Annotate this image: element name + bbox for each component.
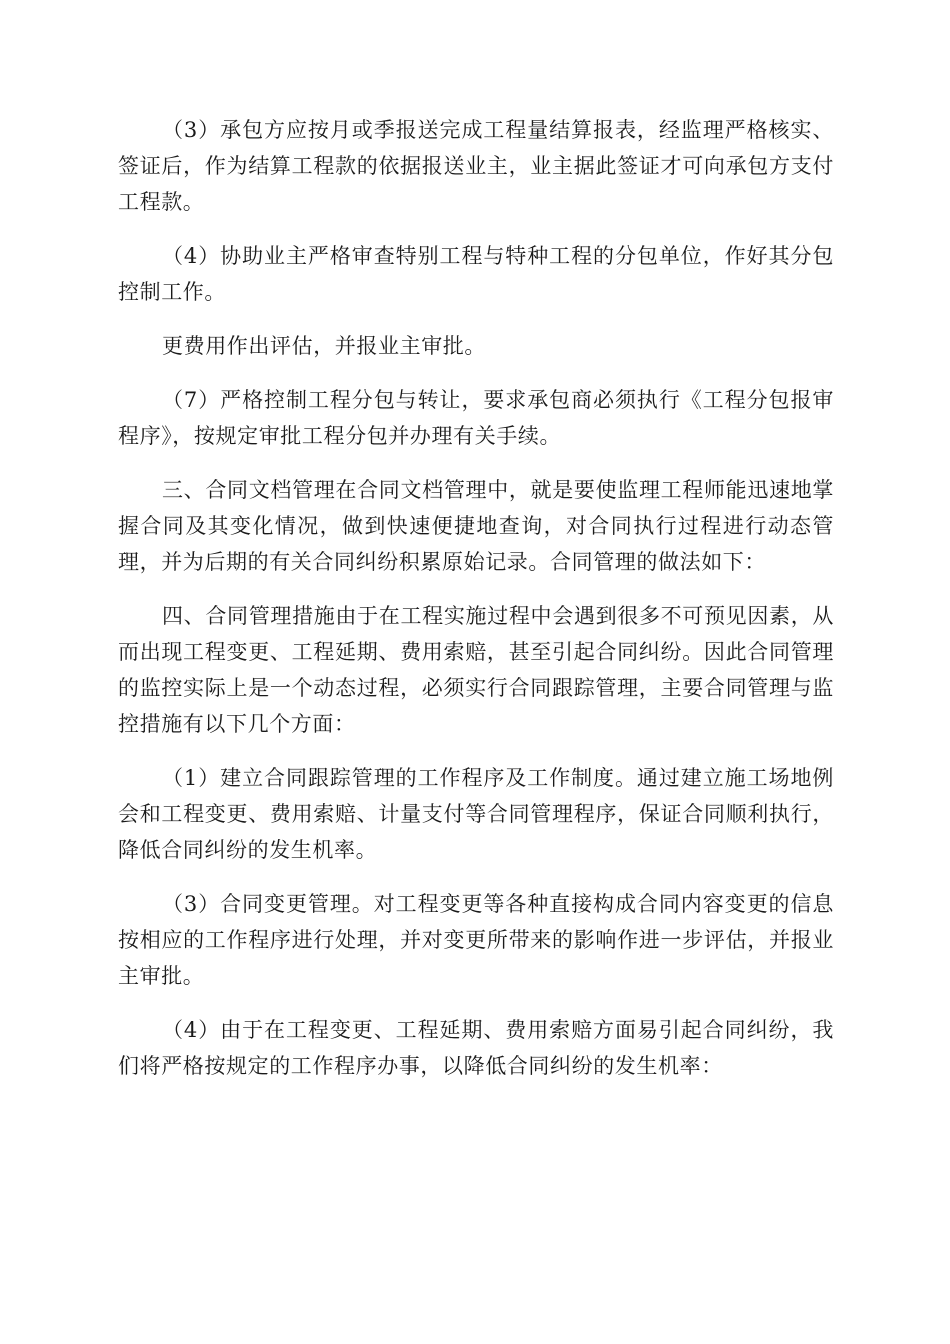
- paragraph: 三、合同文档管理在合同文档管理中，就是要使监理工程师能迅速地掌握合同及其变化情况，做到快速便捷地查询，对合同执行过程进行动态管理，并为后期的有关合同纠纷积累原始记录。合同管理的做法如下：: [118, 478, 834, 574]
- paragraph: 四、合同管理措施由于在工程实施过程中会遇到很多不可预见因素，从而出现工程变更、工程延期、费用索赔，甚至引起合同纠纷。因此合同管理的监控实际上是一个动态过程，必须实行合同跟踪管理，主要合同管理与监控措施有以下几个方面：: [118, 604, 834, 736]
- paragraph: （1）建立合同跟踪管理的工作程序及工作制度。通过建立施工场地例会和工程变更、费用索赔、计量支付等合同管理程序，保证合同顺利执行，降低合同纠纷的发生机率。: [118, 766, 834, 862]
- paragraph: （3）合同变更管理。对工程变更等各种直接构成合同内容变更的信息按相应的工作程序进行处理，并对变更所带来的影响作进一步评估，并报业主审批。: [118, 892, 834, 988]
- paragraph: （4）协助业主严格审查特别工程与特种工程的分包单位，作好其分包控制工作。: [118, 244, 834, 304]
- paragraph: （7）严格控制工程分包与转让，要求承包商必须执行《工程分包报审程序》，按规定审批工程分包并办理有关手续。: [118, 388, 834, 448]
- paragraph: 更费用作出评估，并报业主审批。: [162, 334, 486, 358]
- paragraph: （4）由于在工程变更、工程延期、费用索赔方面易引起合同纠纷，我们将严格按规定的工作程序办事，以降低合同纠纷的发生机率：: [118, 1018, 834, 1078]
- document-body: [118, 112, 834, 1102]
- paragraph: （3）承包方应按月或季报送完成工程量结算报表，经监理严格核实、签证后，作为结算工程款的依据报送业主，业主据此签证才可向承包方支付工程款。: [118, 118, 834, 214]
